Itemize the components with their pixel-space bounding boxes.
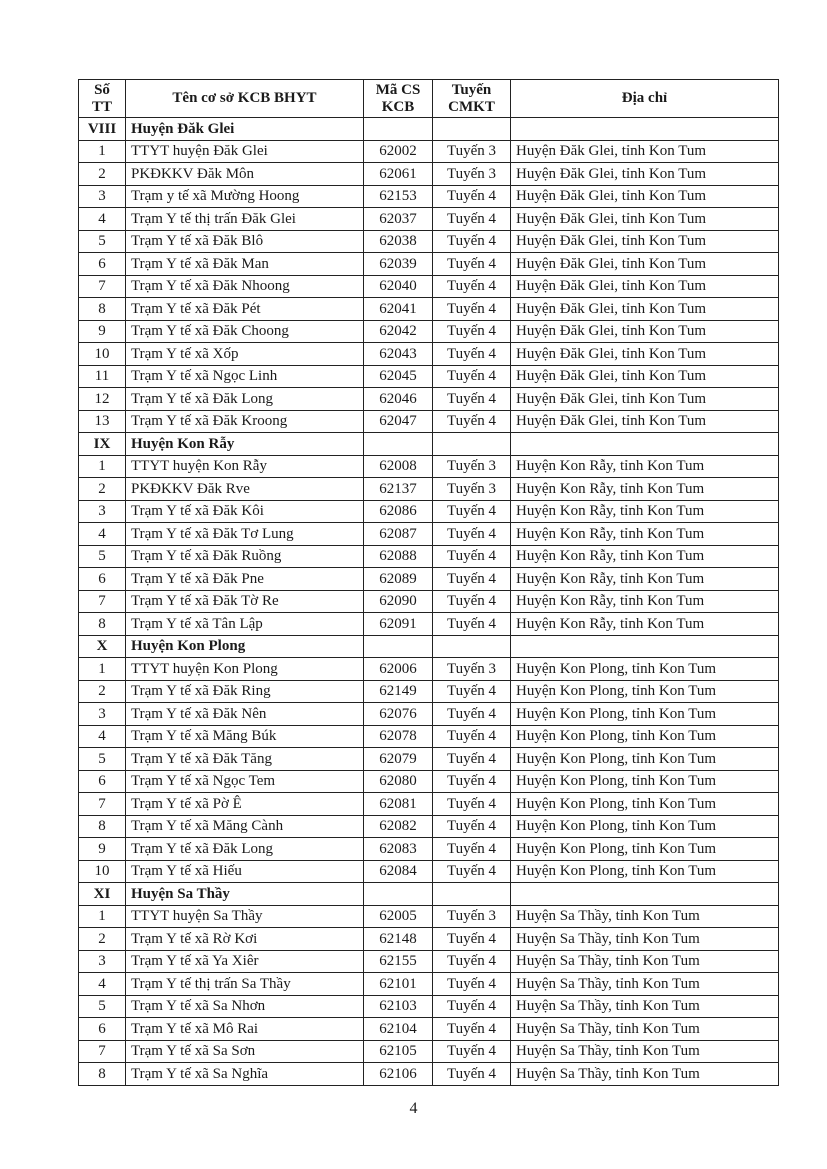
table-row bbox=[79, 725, 779, 748]
row-facility-name: Trạm Y tế xã Sa Nghĩa bbox=[126, 1063, 364, 1086]
row-tuyen: Tuyến 4 bbox=[433, 1040, 511, 1063]
section-address-empty bbox=[511, 635, 779, 658]
table-row bbox=[79, 860, 779, 883]
row-stt: 7 bbox=[79, 590, 126, 613]
table-row bbox=[79, 613, 779, 636]
row-stt: 9 bbox=[79, 320, 126, 343]
row-tuyen: Tuyến 4 bbox=[433, 343, 511, 366]
row-address: Huyện Sa Thầy, tỉnh Kon Tum bbox=[511, 928, 779, 951]
row-address: Huyện Kon Plong, tỉnh Kon Tum bbox=[511, 725, 779, 748]
row-stt: 10 bbox=[79, 343, 126, 366]
section-address-empty bbox=[511, 433, 779, 456]
row-tuyen: Tuyến 4 bbox=[433, 275, 511, 298]
row-stt: 6 bbox=[79, 770, 126, 793]
row-tuyen: Tuyến 4 bbox=[433, 523, 511, 546]
row-address: Huyện Sa Thầy, tỉnh Kon Tum bbox=[511, 1018, 779, 1041]
row-stt: 11 bbox=[79, 365, 126, 388]
row-address: Huyện Đăk Glei, tỉnh Kon Tum bbox=[511, 365, 779, 388]
row-facility-code: 62149 bbox=[364, 680, 433, 703]
row-facility-code: 62082 bbox=[364, 815, 433, 838]
row-tuyen: Tuyến 4 bbox=[433, 770, 511, 793]
row-tuyen: Tuyến 4 bbox=[433, 185, 511, 208]
row-tuyen: Tuyến 4 bbox=[433, 545, 511, 568]
row-facility-code: 62083 bbox=[364, 838, 433, 861]
row-facility-code: 62041 bbox=[364, 298, 433, 321]
row-address: Huyện Kon Plong, tỉnh Kon Tum bbox=[511, 703, 779, 726]
row-facility-name: Trạm Y tế xã Đăk Kôi bbox=[126, 500, 364, 523]
row-facility-name: Trạm Y tế xã Đăk Tơ Lung bbox=[126, 523, 364, 546]
header-name: Tên cơ sở KCB BHYT bbox=[126, 80, 364, 118]
row-tuyen: Tuyến 4 bbox=[433, 365, 511, 388]
row-tuyen: Tuyến 4 bbox=[433, 388, 511, 411]
row-facility-name: PKĐKKV Đăk Rve bbox=[126, 478, 364, 501]
row-facility-code: 62080 bbox=[364, 770, 433, 793]
row-address: Huyện Đăk Glei, tỉnh Kon Tum bbox=[511, 320, 779, 343]
section-code-empty bbox=[364, 118, 433, 141]
row-address: Huyện Sa Thầy, tỉnh Kon Tum bbox=[511, 905, 779, 928]
row-facility-code: 62002 bbox=[364, 140, 433, 163]
row-tuyen: Tuyến 4 bbox=[433, 253, 511, 276]
table-row bbox=[79, 298, 779, 321]
table-row bbox=[79, 793, 779, 816]
row-tuyen: Tuyến 4 bbox=[433, 410, 511, 433]
row-address: Huyện Kon Rẫy, tỉnh Kon Tum bbox=[511, 568, 779, 591]
table-row bbox=[79, 838, 779, 861]
row-tuyen: Tuyến 4 bbox=[433, 1018, 511, 1041]
row-facility-name: TTYT huyện Đăk Glei bbox=[126, 140, 364, 163]
row-address: Huyện Đăk Glei, tỉnh Kon Tum bbox=[511, 208, 779, 231]
row-facility-name: TTYT huyện Sa Thầy bbox=[126, 905, 364, 928]
row-tuyen: Tuyến 3 bbox=[433, 905, 511, 928]
row-stt: 8 bbox=[79, 613, 126, 636]
row-facility-code: 62045 bbox=[364, 365, 433, 388]
table-row bbox=[79, 500, 779, 523]
row-tuyen: Tuyến 4 bbox=[433, 995, 511, 1018]
row-tuyen: Tuyến 4 bbox=[433, 950, 511, 973]
row-facility-code: 62061 bbox=[364, 163, 433, 186]
row-tuyen: Tuyến 3 bbox=[433, 658, 511, 681]
section-row bbox=[79, 118, 779, 141]
row-facility-name: Trạm Y tế xã Đăk Ruồng bbox=[126, 545, 364, 568]
section-tuyen-empty bbox=[433, 433, 511, 456]
row-tuyen: Tuyến 3 bbox=[433, 455, 511, 478]
row-address: Huyện Kon Plong, tỉnh Kon Tum bbox=[511, 860, 779, 883]
table-row bbox=[79, 230, 779, 253]
section-row bbox=[79, 433, 779, 456]
row-address: Huyện Kon Rẫy, tỉnh Kon Tum bbox=[511, 523, 779, 546]
row-stt: 10 bbox=[79, 860, 126, 883]
table-row bbox=[79, 545, 779, 568]
table-row bbox=[79, 928, 779, 951]
row-address: Huyện Sa Thầy, tỉnh Kon Tum bbox=[511, 950, 779, 973]
section-title: Huyện Kon Rẫy bbox=[126, 433, 364, 456]
table-row bbox=[79, 815, 779, 838]
row-stt: 6 bbox=[79, 253, 126, 276]
row-facility-name: Trạm Y tế xã Đăk Long bbox=[126, 838, 364, 861]
row-facility-name: Trạm Y tế xã Xốp bbox=[126, 343, 364, 366]
row-tuyen: Tuyến 4 bbox=[433, 928, 511, 951]
row-facility-code: 62076 bbox=[364, 703, 433, 726]
row-facility-code: 62037 bbox=[364, 208, 433, 231]
row-tuyen: Tuyến 4 bbox=[433, 815, 511, 838]
row-address: Huyện Sa Thầy, tỉnh Kon Tum bbox=[511, 1040, 779, 1063]
row-address: Huyện Kon Plong, tỉnh Kon Tum bbox=[511, 838, 779, 861]
row-address: Huyện Đăk Glei, tỉnh Kon Tum bbox=[511, 140, 779, 163]
row-tuyen: Tuyến 4 bbox=[433, 748, 511, 771]
row-facility-name: Trạm Y tế xã Đăk Man bbox=[126, 253, 364, 276]
row-facility-name: Trạm Y tế xã Đăk Choong bbox=[126, 320, 364, 343]
row-facility-name: Trạm Y tế xã Đăk Tờ Re bbox=[126, 590, 364, 613]
row-address: Huyện Kon Plong, tỉnh Kon Tum bbox=[511, 658, 779, 681]
row-tuyen: Tuyến 4 bbox=[433, 680, 511, 703]
table-row bbox=[79, 253, 779, 276]
table-row bbox=[79, 320, 779, 343]
row-facility-code: 62079 bbox=[364, 748, 433, 771]
table-row bbox=[79, 208, 779, 231]
row-facility-code: 62040 bbox=[364, 275, 433, 298]
row-stt: 1 bbox=[79, 905, 126, 928]
row-facility-code: 62046 bbox=[364, 388, 433, 411]
row-address: Huyện Sa Thầy, tỉnh Kon Tum bbox=[511, 1063, 779, 1086]
row-tuyen: Tuyến 4 bbox=[433, 838, 511, 861]
row-tuyen: Tuyến 4 bbox=[433, 500, 511, 523]
section-tuyen-empty bbox=[433, 118, 511, 141]
row-facility-name: Trạm Y tế xã Đăk Pét bbox=[126, 298, 364, 321]
row-facility-code: 62047 bbox=[364, 410, 433, 433]
row-stt: 2 bbox=[79, 680, 126, 703]
table-row bbox=[79, 478, 779, 501]
row-stt: 7 bbox=[79, 275, 126, 298]
row-facility-code: 62005 bbox=[364, 905, 433, 928]
row-facility-code: 62008 bbox=[364, 455, 433, 478]
row-stt: 4 bbox=[79, 973, 126, 996]
table-row bbox=[79, 1040, 779, 1063]
section-tuyen-empty bbox=[433, 883, 511, 906]
row-facility-code: 62081 bbox=[364, 793, 433, 816]
row-stt: 13 bbox=[79, 410, 126, 433]
table-row bbox=[79, 973, 779, 996]
section-address-empty bbox=[511, 883, 779, 906]
table-row bbox=[79, 748, 779, 771]
section-numeral: VIII bbox=[79, 118, 126, 141]
row-stt: 5 bbox=[79, 230, 126, 253]
row-facility-name: Trạm Y tế xã Sa Nhơn bbox=[126, 995, 364, 1018]
row-stt: 7 bbox=[79, 1040, 126, 1063]
row-facility-code: 62078 bbox=[364, 725, 433, 748]
row-facility-code: 62038 bbox=[364, 230, 433, 253]
table-row bbox=[79, 568, 779, 591]
row-facility-name: Trạm Y tế xã Ngọc Tem bbox=[126, 770, 364, 793]
row-facility-code: 62105 bbox=[364, 1040, 433, 1063]
table-row bbox=[79, 590, 779, 613]
table-row bbox=[79, 1018, 779, 1041]
row-facility-code: 62087 bbox=[364, 523, 433, 546]
row-tuyen: Tuyến 4 bbox=[433, 860, 511, 883]
row-stt: 3 bbox=[79, 950, 126, 973]
row-tuyen: Tuyến 4 bbox=[433, 320, 511, 343]
row-stt: 2 bbox=[79, 163, 126, 186]
row-tuyen: Tuyến 4 bbox=[433, 973, 511, 996]
row-address: Huyện Kon Rẫy, tỉnh Kon Tum bbox=[511, 478, 779, 501]
table-row bbox=[79, 455, 779, 478]
row-address: Huyện Đăk Glei, tỉnh Kon Tum bbox=[511, 275, 779, 298]
table-row bbox=[79, 950, 779, 973]
header-address: Địa chỉ bbox=[511, 80, 779, 118]
row-facility-code: 62088 bbox=[364, 545, 433, 568]
row-facility-name: Trạm Y tế xã Đăk Ring bbox=[126, 680, 364, 703]
row-address: Huyện Đăk Glei, tỉnh Kon Tum bbox=[511, 410, 779, 433]
row-tuyen: Tuyến 3 bbox=[433, 140, 511, 163]
row-address: Huyện Kon Rẫy, tỉnh Kon Tum bbox=[511, 545, 779, 568]
table-row bbox=[79, 995, 779, 1018]
row-tuyen: Tuyến 4 bbox=[433, 793, 511, 816]
section-row bbox=[79, 883, 779, 906]
row-facility-code: 62103 bbox=[364, 995, 433, 1018]
section-title: Huyện Đăk Glei bbox=[126, 118, 364, 141]
row-address: Huyện Đăk Glei, tỉnh Kon Tum bbox=[511, 388, 779, 411]
row-tuyen: Tuyến 4 bbox=[433, 568, 511, 591]
row-address: Huyện Sa Thầy, tỉnh Kon Tum bbox=[511, 995, 779, 1018]
row-facility-name: Trạm Y tế xã Hiếu bbox=[126, 860, 364, 883]
row-address: Huyện Đăk Glei, tỉnh Kon Tum bbox=[511, 253, 779, 276]
row-address: Huyện Đăk Glei, tỉnh Kon Tum bbox=[511, 185, 779, 208]
row-tuyen: Tuyến 3 bbox=[433, 163, 511, 186]
row-stt: 3 bbox=[79, 500, 126, 523]
row-stt: 9 bbox=[79, 838, 126, 861]
row-facility-name: Trạm Y tế xã Đăk Blô bbox=[126, 230, 364, 253]
row-tuyen: Tuyến 4 bbox=[433, 1063, 511, 1086]
row-stt: 8 bbox=[79, 815, 126, 838]
row-facility-name: Trạm Y tế xã Sa Sơn bbox=[126, 1040, 364, 1063]
row-stt: 7 bbox=[79, 793, 126, 816]
row-address: Huyện Kon Plong, tỉnh Kon Tum bbox=[511, 793, 779, 816]
row-stt: 12 bbox=[79, 388, 126, 411]
row-facility-name: Trạm Y tế xã Đăk Tăng bbox=[126, 748, 364, 771]
row-facility-name: Trạm Y tế thị trấn Đăk Glei bbox=[126, 208, 364, 231]
row-tuyen: Tuyến 4 bbox=[433, 208, 511, 231]
row-stt: 1 bbox=[79, 140, 126, 163]
row-stt: 5 bbox=[79, 995, 126, 1018]
table-row bbox=[79, 388, 779, 411]
section-numeral: XI bbox=[79, 883, 126, 906]
table-row bbox=[79, 1063, 779, 1086]
row-facility-name: Trạm Y tế xã Pờ Ê bbox=[126, 793, 364, 816]
row-facility-code: 62155 bbox=[364, 950, 433, 973]
row-address: Huyện Kon Plong, tỉnh Kon Tum bbox=[511, 680, 779, 703]
row-facility-code: 62153 bbox=[364, 185, 433, 208]
row-facility-code: 62006 bbox=[364, 658, 433, 681]
row-address: Huyện Kon Rẫy, tỉnh Kon Tum bbox=[511, 590, 779, 613]
row-facility-name: Trạm Y tế xã Đăk Kroong bbox=[126, 410, 364, 433]
row-address: Huyện Kon Plong, tỉnh Kon Tum bbox=[511, 815, 779, 838]
row-address: Huyện Đăk Glei, tỉnh Kon Tum bbox=[511, 298, 779, 321]
row-stt: 4 bbox=[79, 523, 126, 546]
row-tuyen: Tuyến 4 bbox=[433, 725, 511, 748]
row-facility-name: Trạm y tế xã Mường Hoong bbox=[126, 185, 364, 208]
row-stt: 2 bbox=[79, 478, 126, 501]
table-row bbox=[79, 703, 779, 726]
row-stt: 5 bbox=[79, 748, 126, 771]
row-facility-code: 62039 bbox=[364, 253, 433, 276]
section-tuyen-empty bbox=[433, 635, 511, 658]
header-tuyen: Tuyến CMKT bbox=[433, 80, 511, 118]
row-address: Huyện Kon Plong, tỉnh Kon Tum bbox=[511, 748, 779, 771]
row-facility-name: Trạm Y tế xã Đăk Pne bbox=[126, 568, 364, 591]
row-facility-code: 62086 bbox=[364, 500, 433, 523]
row-facility-code: 62104 bbox=[364, 1018, 433, 1041]
row-tuyen: Tuyến 4 bbox=[433, 590, 511, 613]
page-number: 4 bbox=[409, 1100, 418, 1117]
section-code-empty bbox=[364, 883, 433, 906]
row-address: Huyện Kon Plong, tỉnh Kon Tum bbox=[511, 770, 779, 793]
header-stt: Số TT bbox=[79, 80, 126, 118]
row-stt: 3 bbox=[79, 703, 126, 726]
row-stt: 1 bbox=[79, 455, 126, 478]
table-row bbox=[79, 680, 779, 703]
row-stt: 6 bbox=[79, 568, 126, 591]
row-facility-code: 62137 bbox=[364, 478, 433, 501]
row-facility-name: Trạm Y tế xã Đăk Nhoong bbox=[126, 275, 364, 298]
table-row bbox=[79, 163, 779, 186]
row-facility-code: 62084 bbox=[364, 860, 433, 883]
row-facility-name: Trạm Y tế thị trấn Sa Thầy bbox=[126, 973, 364, 996]
row-facility-name: Trạm Y tế xã Rờ Kơi bbox=[126, 928, 364, 951]
table-row bbox=[79, 410, 779, 433]
table-header-row bbox=[79, 80, 779, 118]
table-row bbox=[79, 770, 779, 793]
row-facility-name: Trạm Y tế xã Đăk Nên bbox=[126, 703, 364, 726]
row-address: Huyện Sa Thầy, tỉnh Kon Tum bbox=[511, 973, 779, 996]
section-row bbox=[79, 635, 779, 658]
table-row bbox=[79, 523, 779, 546]
row-tuyen: Tuyến 3 bbox=[433, 478, 511, 501]
row-stt: 2 bbox=[79, 928, 126, 951]
section-numeral: X bbox=[79, 635, 126, 658]
table-row bbox=[79, 905, 779, 928]
row-tuyen: Tuyến 4 bbox=[433, 613, 511, 636]
section-code-empty bbox=[364, 433, 433, 456]
table-row bbox=[79, 185, 779, 208]
row-stt: 1 bbox=[79, 658, 126, 681]
row-tuyen: Tuyến 4 bbox=[433, 298, 511, 321]
table-body bbox=[79, 118, 779, 1086]
row-facility-name: PKĐKKV Đăk Môn bbox=[126, 163, 364, 186]
row-facility-name: Trạm Y tế xã Măng Cành bbox=[126, 815, 364, 838]
row-stt: 4 bbox=[79, 725, 126, 748]
row-facility-name: TTYT huyện Kon Plong bbox=[126, 658, 364, 681]
table-row bbox=[79, 365, 779, 388]
header-code: Mã CS KCB bbox=[364, 80, 433, 118]
row-facility-code: 62089 bbox=[364, 568, 433, 591]
row-facility-code: 62101 bbox=[364, 973, 433, 996]
section-numeral: IX bbox=[79, 433, 126, 456]
row-facility-code: 62148 bbox=[364, 928, 433, 951]
row-facility-code: 62043 bbox=[364, 343, 433, 366]
row-facility-code: 62042 bbox=[364, 320, 433, 343]
row-facility-name: Trạm Y tế xã Ngọc Linh bbox=[126, 365, 364, 388]
row-facility-code: 62090 bbox=[364, 590, 433, 613]
row-tuyen: Tuyến 4 bbox=[433, 230, 511, 253]
row-address: Huyện Đăk Glei, tỉnh Kon Tum bbox=[511, 230, 779, 253]
section-title: Huyện Sa Thầy bbox=[126, 883, 364, 906]
table-row bbox=[79, 275, 779, 298]
row-facility-name: TTYT huyện Kon Rẫy bbox=[126, 455, 364, 478]
row-stt: 6 bbox=[79, 1018, 126, 1041]
row-stt: 8 bbox=[79, 298, 126, 321]
row-facility-name: Trạm Y tế xã Măng Búk bbox=[126, 725, 364, 748]
row-facility-code: 62106 bbox=[364, 1063, 433, 1086]
row-facility-name: Trạm Y tế xã Tân Lập bbox=[126, 613, 364, 636]
table-row bbox=[79, 343, 779, 366]
facility-table bbox=[78, 79, 779, 1086]
row-facility-name: Trạm Y tế xã Mô Rai bbox=[126, 1018, 364, 1041]
row-stt: 8 bbox=[79, 1063, 126, 1086]
row-stt: 3 bbox=[79, 185, 126, 208]
section-address-empty bbox=[511, 118, 779, 141]
section-title: Huyện Kon Plong bbox=[126, 635, 364, 658]
section-code-empty bbox=[364, 635, 433, 658]
row-address: Huyện Kon Rẫy, tỉnh Kon Tum bbox=[511, 455, 779, 478]
row-address: Huyện Đăk Glei, tỉnh Kon Tum bbox=[511, 163, 779, 186]
row-stt: 4 bbox=[79, 208, 126, 231]
row-facility-name: Trạm Y tế xã Ya Xiêr bbox=[126, 950, 364, 973]
row-address: Huyện Kon Rẫy, tỉnh Kon Tum bbox=[511, 500, 779, 523]
row-address: Huyện Đăk Glei, tỉnh Kon Tum bbox=[511, 343, 779, 366]
row-tuyen: Tuyến 4 bbox=[433, 703, 511, 726]
row-address: Huyện Kon Rẫy, tỉnh Kon Tum bbox=[511, 613, 779, 636]
row-facility-code: 62091 bbox=[364, 613, 433, 636]
table-row bbox=[79, 140, 779, 163]
row-stt: 5 bbox=[79, 545, 126, 568]
table-row bbox=[79, 658, 779, 681]
row-facility-name: Trạm Y tế xã Đăk Long bbox=[126, 388, 364, 411]
